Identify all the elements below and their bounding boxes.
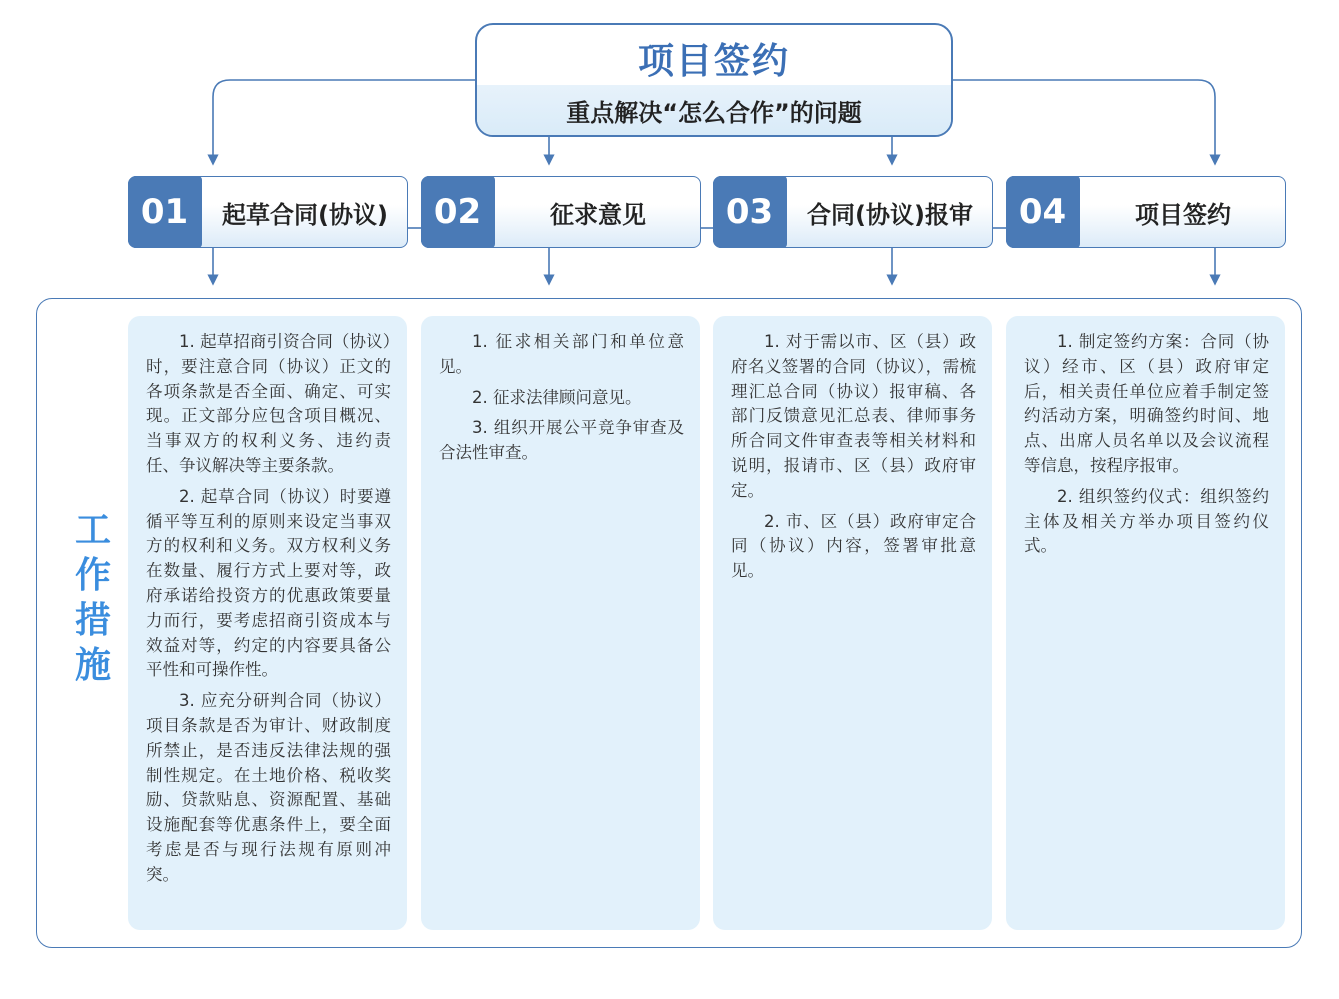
measure-column-03 [713, 316, 992, 930]
measure-paragraph: 2. 组织签约仪式：组织签约主体及相关方举办项目签约仪式。 [1024, 486, 1269, 556]
work-measures-label [66, 508, 120, 688]
measure-paragraph: 2. 起草合同（协议）时要遵循平等互利的原则来设定当事双方的权利和义务。双方权利义务在数量、履行方式上要对等，政府承诺给投资方的优惠政策要量力而行，要考虑招商引资成本与效益对等，约定的内容要具备公平性和可操作性。 [146, 486, 391, 680]
step-label: 征求意见 [550, 200, 646, 229]
step-02 [421, 176, 701, 248]
measure-paragraph: 1. 起草招商引资合同（协议）时，要注意合同（协议）正文的各项条款是否全面、确定、可实现。正文部分应包含项目概况、当事双方的权利义务、违约责任、争议解决等主要条款。 [146, 332, 391, 475]
measure-paragraph: 2. 市、区（县）政府审定合同（协议）内容，签署审批意见。 [731, 511, 976, 581]
measure-column-04 [1006, 316, 1285, 930]
step-04 [1006, 176, 1286, 248]
measure-paragraph: 2. 征求法律顾问意见。 [472, 387, 642, 407]
page-title: 项目签约 [637, 41, 790, 82]
step-01 [128, 176, 408, 248]
work-label-char: 措 [74, 600, 111, 641]
measure-paragraph: 1. 制定签约方案：合同（协议）经市、区（县）政府审定后，相关责任单位应着手制定签约活动方案，明确签约时间、地点、出席人员名单以及会议流程等信息，按程序报审。 [1024, 332, 1269, 475]
step-number: 02 [421, 176, 495, 248]
work-label-char: 施 [74, 645, 111, 686]
step-number: 01 [128, 176, 202, 248]
measure-paragraph: 1. 征求相关部门和单位意见。 [439, 332, 684, 376]
measure-column-01 [128, 316, 407, 930]
step-number: 03 [713, 176, 787, 248]
step-label: 项目签约 [1135, 200, 1231, 229]
connector-to-step-04 [953, 80, 1215, 160]
step-03 [713, 176, 993, 248]
work-label-char: 作 [74, 555, 111, 596]
step-label: 起草合同(协议) [222, 200, 388, 229]
measure-column-02 [421, 316, 700, 930]
measure-paragraph: 1. 对于需以市、区（县）政府名义签署的合同（协议），需梳理汇总合同（协议）报审稿、各部门反馈意见汇总表、律师事务所合同文件审查表等相关材料和说明，报请市、区（县）政府审定。 [731, 332, 976, 500]
work-label-char: 工 [74, 510, 111, 551]
connector-to-step-01 [213, 80, 475, 160]
measure-paragraph: 3. 组织开展公平竞争审查及合法性审查。 [439, 418, 684, 463]
measure-paragraph: 3. 应充分研判合同（协议）项目条款是否为审计、财政制度所禁止，是否违反法律法规的强制性规定。在土地价格、税收奖励、贷款贴息、资源配置、基础设施配套等优惠条件上，要全面考虑是否与现行法规有原则冲突。 [146, 691, 391, 884]
page-subtitle: 重点解决“怎么合作”的问题 [566, 99, 862, 127]
step-number: 04 [1006, 176, 1080, 248]
header-box [475, 23, 953, 137]
step-label: 合同(协议)报审 [807, 200, 973, 229]
